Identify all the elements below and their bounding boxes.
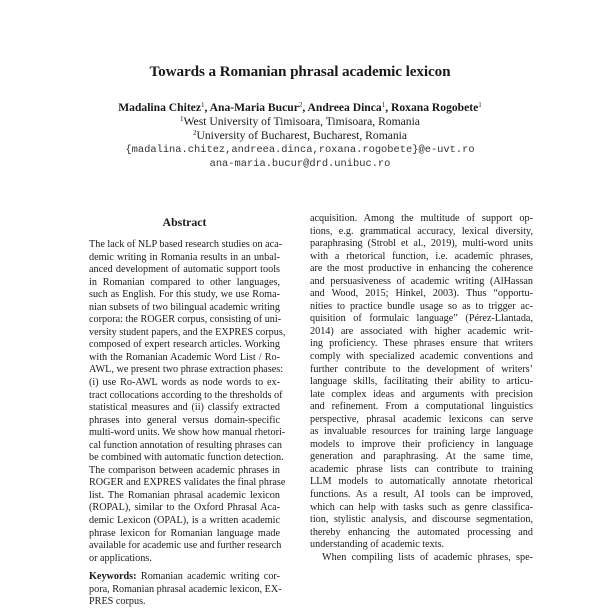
author-name: Andreea Dinca <box>307 101 382 114</box>
abstract-line: available for academic use and further research <box>89 540 282 552</box>
abstract-line: tract collocations according to the thresholds of <box>89 389 283 401</box>
body-line: ing proficiency. These phrases ensure that writers <box>310 338 533 350</box>
author-email[interactable]: ana-maria.bucur@drd.unibuc.ro <box>209 158 391 170</box>
abstract-line: corpora: the ROGER corpus, consisting of uni- <box>89 314 282 326</box>
keywords-text: Romanian academic writing cor- <box>140 571 280 583</box>
body-line: acquisition. Among the multitude of support op- <box>310 213 533 224</box>
body-line: further contribute to the development of writers’ <box>310 363 533 375</box>
body-line: with a rhetorical function, i.e. academic phrases, <box>310 250 533 262</box>
body-line: When compiling lists of academic phrases, spe- <box>322 551 533 563</box>
keywords-line: PRES corpus. <box>89 596 146 608</box>
body-line: quisition of formulaic language” (Pérez-Llantada, <box>310 313 533 325</box>
body-line: understanding of academic texts. <box>310 539 445 551</box>
intro-body <box>310 213 533 564</box>
abstract-heading: Abstract <box>162 215 207 229</box>
abstract-line: statistical measures and (ii) classify extracted <box>89 402 280 414</box>
body-line: thereby enhancing the automated processing and <box>310 526 533 538</box>
affiliation-number: 1 <box>180 115 184 123</box>
author-name: Madalina Chitez <box>118 101 201 114</box>
affiliation <box>0 115 600 128</box>
author-affil-mark: 1 <box>381 101 386 109</box>
affiliation-number: 2 <box>192 129 197 137</box>
author-affil-mark: 1 <box>478 101 482 109</box>
body-line: and Wood, 2015; Hinkel, 2003). Thus “opportu- <box>310 288 533 300</box>
abstract-line: (i) use Ro-AWL words as node words to ex- <box>89 377 280 389</box>
abstract-line: The comparison between academic phrases in <box>89 464 280 476</box>
body-line: perspective, phrasal academic lexicons can serve <box>310 413 533 425</box>
body-line: tion, stylistic analysis, and discourse segmentation, <box>310 514 533 526</box>
keywords-label: Keywords: <box>89 571 137 583</box>
abstract-line: in Romanian compared to other languages, <box>89 276 280 288</box>
abstract-line: versity student papers, and the EXPRES corpus, <box>89 326 286 338</box>
body-line: and refinement. From a computational linguistics <box>310 401 533 413</box>
body-line: paraphrasing (Strobl et al., 2019), multi-word units <box>310 238 533 250</box>
author-email[interactable]: {madalina.chitez,andreea.dinca,roxana.rogobete}@e-uvt.ro <box>125 144 475 156</box>
abstract-line: AWL, we present two phrase extraction phases: <box>89 364 284 376</box>
body-line: generation and paraphrasing. At the same time, <box>310 451 533 463</box>
body-line: language skills, facilitating their ability to articu- <box>310 376 533 388</box>
abstract-line: cal function annotation of resulting phrases can <box>89 439 282 451</box>
abstract-line: be combined with automatic function detection. <box>89 452 284 464</box>
author-affil-mark: 1 <box>200 101 205 109</box>
author-name: Roxana Rogobete <box>391 101 479 114</box>
body-line: 2014) are associated with higher academic writ- <box>310 325 533 337</box>
body-line: academic phrase lists can contribute to training <box>310 463 533 475</box>
body-line: models to improve their proficiency in language <box>310 438 533 450</box>
affiliation <box>0 129 600 142</box>
abstract-line: composed of expert research articles. Working <box>89 339 280 351</box>
body-line: are the most productive in enhancing the coherence <box>310 263 533 275</box>
keywords-line <box>89 571 280 584</box>
body-line: which can help with tasks such as genre classifica- <box>310 501 533 513</box>
abstract-line: demic writing in Romania results in an unbal- <box>89 251 280 263</box>
body-line: and persuasiveness of academic writing (AlHassan <box>310 275 533 287</box>
abstract-line: (ROPAL), similar to the Oxford Phrasal Aca- <box>89 502 280 514</box>
abstract-line: phrase lexicon for Romanian language made <box>89 527 280 539</box>
body-line: functions. As a result, AI tools can be improved, <box>310 489 533 501</box>
abstract-line: demic Lexicon (OPAL), is a written academic <box>89 515 280 527</box>
affiliation-text: West University of Timisoara, Timisoara, Romania <box>183 115 420 128</box>
body-line: as invaluable resources for training large language <box>310 426 533 438</box>
abstract-line: ROGER and EXPRES validates the final phrase <box>89 477 286 489</box>
body-line: late complex ideas and arguments with precision <box>310 388 533 400</box>
body-line: nities to practice bundle usage so as to trigger ac- <box>310 300 533 312</box>
keywords-line: pora, Romanian phrasal academic lexicon, EX- <box>89 583 282 595</box>
abstract-line: anced development of automatic support tools <box>89 264 280 276</box>
author-name: Ana-Maria Bucur <box>209 101 299 114</box>
paper-title: Towards a Romanian phrasal academic lexicon <box>149 63 451 80</box>
abstract-body <box>89 239 286 609</box>
abstract-line: phrases into general versus domain-specific <box>89 414 280 426</box>
body-line: tions, e.g. grammatical accuracy, lexical diversity, <box>310 225 533 237</box>
abstract-line: multi-word units. We show how manual rhetori- <box>89 427 286 439</box>
affiliation-text: University of Bucharest, Bucharest, Romania <box>196 129 408 142</box>
body-line: LLM models to automatically annotate rhetorical <box>310 476 533 488</box>
author-list: Madalina Chitez$^1$, Ana-Maria Bucur$^2$, Andreea Dinca$^1$, Roxana Rogobete$^1$ <box>118 101 482 114</box>
abstract-line: with the Romanian Academic Word List / Ro- <box>89 351 280 363</box>
abstract-line: nian subsets of two bilingual academic writing <box>89 301 280 313</box>
abstract-line: or applications. <box>89 552 152 564</box>
abstract-line: such as English. For this study, we use Roma- <box>89 289 280 301</box>
body-line: comply with specialized academic conventions and <box>310 351 533 363</box>
abstract-line: The lack of NLP based research studies on aca- <box>89 239 283 250</box>
author-affil-mark: 2 <box>298 101 303 109</box>
abstract-line: list. The Romanian phrasal academic lexicon <box>89 489 280 501</box>
